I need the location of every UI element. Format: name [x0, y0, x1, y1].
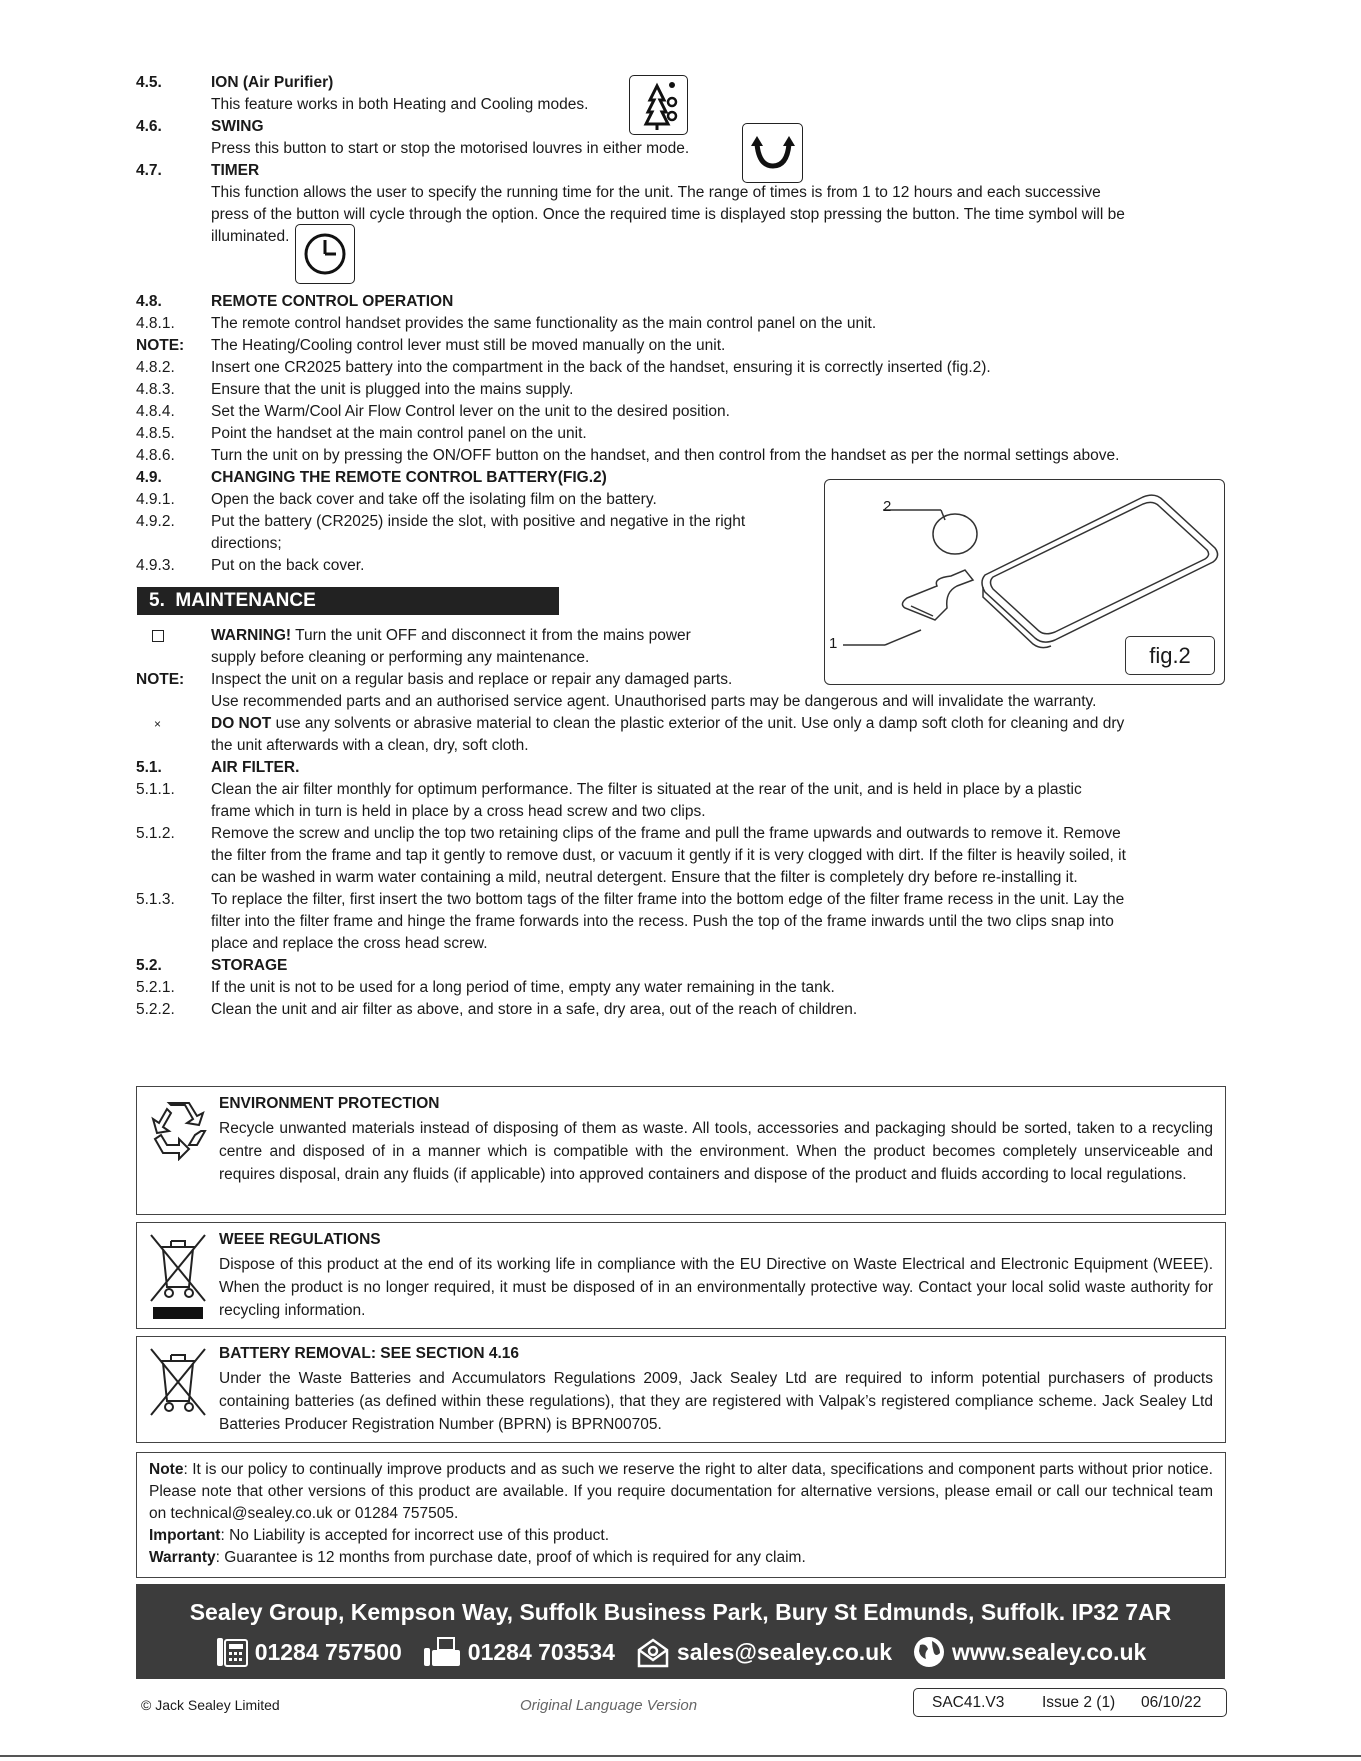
note-text: Use recommended parts and an authorised service agent. Unauthorised parts may be dangerous and will invalidate the warranty.	[211, 693, 1097, 710]
battery-removal-box	[136, 1336, 1226, 1443]
maintenance-heading-text: 5. MAINTENANCE	[149, 590, 316, 611]
page-bottom-rule	[0, 1755, 1361, 1757]
item-text: directions;	[211, 535, 282, 552]
item-text: frame which in turn is held in place by a cross head screw and two clips.	[211, 803, 706, 820]
email-address[interactable]: sales@sealey.co.uk	[676, 1638, 892, 1665]
item-number: 4.9.3.	[136, 557, 175, 574]
note-label: NOTE:	[136, 671, 185, 688]
recycle-icon	[147, 1099, 209, 1161]
language-version: Original Language Version	[520, 1697, 698, 1714]
item-text: can be washed in warm water containing a mild, neutral detergent. Ensure that the filter is completely dry before re-installing it.	[211, 869, 1078, 886]
notes-box	[136, 1452, 1226, 1578]
item-number: 4.9.1.	[136, 491, 175, 508]
important-text: : No Liability is accepted for incorrect use of this product.	[220, 1527, 610, 1544]
environment-text: Recycle unwanted materials instead of disposing of them as waste. All tools, accessories and packaging should be sorted, taken to a recycling centre and disposed of in a manner which is compatible with the environment. When the product becomes completely unserviceable and requires disposal, drain any fluids (if applicable) into approved containers and dispose of the product and fluids according to local regulations.	[219, 1120, 1213, 1183]
item-text: To replace the filter, first insert the two bottom tags of the filter frame into the bottom edge of the filter frame recess in the unit. Lay the	[211, 891, 1125, 908]
timer-clock-icon	[295, 224, 355, 284]
warranty-text: : Guarantee is 12 months from purchase date, proof of which is required for any claim.	[215, 1549, 806, 1566]
document-issue-box	[913, 1688, 1227, 1717]
section-number: 4.5.	[136, 74, 162, 91]
ion-button-icon	[629, 75, 688, 135]
callout-2: 2	[883, 498, 892, 515]
environment-box	[136, 1086, 1226, 1215]
section-number: 4.6.	[136, 118, 162, 135]
ion-text: This feature works in both Heating and Cooling modes.	[211, 96, 589, 113]
warranty-label: Warranty	[149, 1549, 216, 1566]
company-address: Sealey Group, Kempson Way, Suffolk Business Park, Bury St Edmunds, Suffolk. IP32 7AR	[189, 1599, 1172, 1625]
phone-icon	[215, 1636, 249, 1668]
item-number: 5.1.3.	[136, 891, 175, 908]
important-label: Important	[149, 1527, 221, 1544]
item-number: 4.8.5.	[136, 425, 175, 442]
item-number: 4.8.2.	[136, 359, 175, 376]
fax-number: 01284 703534	[467, 1638, 615, 1665]
document-code: SAC41.V3	[932, 1694, 1005, 1711]
item-text: Clean the air filter monthly for optimum performance. The filter is situated at the rear of the unit, and is held in place by a plastic	[211, 781, 1082, 798]
item-number: 4.8.3.	[136, 381, 175, 398]
note-text: : It is our policy to continually improve products and as such we reserve the right to alter data, specifications and component parts without prior notice. Please note that other versions of this product are available. If you require documentation for alternative versions, please email or call our technical team on technical@sealey.co.uk or 01284 757505.	[149, 1461, 1213, 1522]
item-text: Set the Warm/Cool Air Flow Control lever on the unit to the desired position.	[211, 403, 730, 420]
section-number: 4.7.	[136, 162, 162, 179]
item-text: Point the handset at the main control panel on the unit.	[211, 425, 587, 442]
item-text: the filter from the frame and tap it gently to remove dust, or vacuum it gently if it is very clogged with dirt. If the filter is heavily soiled, it	[211, 847, 1126, 864]
item-number: 4.8.6.	[136, 447, 175, 464]
item-text: If the unit is not to be used for a long period of time, empty any water remaining in the tank.	[211, 979, 835, 996]
globe-icon	[912, 1635, 946, 1669]
donot-text: the unit afterwards with a clean, dry, soft cloth.	[211, 737, 529, 754]
item-number: 4.8.1.	[136, 315, 175, 332]
copyright: © Jack Sealey Limited	[141, 1697, 280, 1713]
item-number: 4.8.4.	[136, 403, 175, 420]
email-icon	[635, 1636, 671, 1668]
item-text: The remote control handset provides the same functionality as the main control panel on the unit.	[211, 315, 877, 332]
swing-text: Press this button to start or stop the motorised louvres in either mode.	[211, 140, 690, 157]
item-text: Remove the screw and unclip the top two retaining clips of the frame and pull the frame upwards and outwards to remove it. Remove	[211, 825, 1121, 842]
figure-label: fig.2	[1125, 636, 1215, 675]
weee-title: WEEE REGULATIONS	[219, 1231, 381, 1248]
section-title: SWING	[211, 118, 264, 135]
item-text: Turn the unit on by pressing the ON/OFF button on the handset, and then control from the handset as per the normal settings above.	[211, 447, 1120, 464]
contact-row	[136, 1635, 1225, 1669]
section-title: AIR FILTER.	[211, 759, 300, 776]
important-paragraph	[149, 1525, 1213, 1547]
warning-text: supply before cleaning or performing any maintenance.	[211, 649, 590, 666]
item-text: filter into the filter frame and hinge the frame forwards into the recess. Push the top of the frame inwards until the two clips snap into	[211, 913, 1114, 930]
timer-text: This function allows the user to specify the running time for the unit. The range of times is from 1 to 12 hours and each successive	[211, 184, 1101, 201]
section-title: TIMER	[211, 162, 260, 179]
item-number: 5.2.1.	[136, 979, 175, 996]
item-number: NOTE:	[136, 337, 185, 354]
battery-removal-text: Under the Waste Batteries and Accumulators Regulations 2009, Jack Sealey Ltd are required to inform potential purchasers of products containing batteries (as defined within these regulations), that they are registered with Valpak’s registered compliance scheme. Jack Sealey Ltd Batteries Producer Registration Number (BPRN) is BPRN00705.	[219, 1370, 1213, 1433]
cross-icon: ×	[154, 717, 162, 731]
section-title: STORAGE	[211, 957, 288, 974]
section-number: 4.8.	[136, 293, 162, 310]
item-number: 5.1.2.	[136, 825, 175, 842]
note-text: Inspect the unit on a regular basis and replace or repair any damaged parts.	[211, 671, 733, 688]
item-number: 4.9.2.	[136, 513, 175, 530]
phone-number: 01284 757500	[254, 1638, 402, 1665]
weee-box	[136, 1222, 1226, 1329]
email-contact[interactable]	[635, 1636, 892, 1668]
timer-text: illuminated.	[211, 228, 290, 245]
section-number: 4.9.	[136, 469, 162, 486]
item-text: Put the battery (CR2025) inside the slot, with positive and negative in the right	[211, 513, 746, 530]
document-issue: Issue 2 (1)	[1042, 1694, 1116, 1711]
item-text: Clean the unit and air filter as above, and store in a safe, dry area, out of the reach of children.	[211, 1001, 858, 1018]
figure-remote-battery	[824, 479, 1225, 685]
maintenance-heading	[137, 587, 559, 615]
note-label: Note	[149, 1461, 184, 1478]
item-text: place and replace the cross head screw.	[211, 935, 488, 952]
phone-contact	[215, 1636, 402, 1668]
company-footer	[136, 1584, 1225, 1679]
warranty-paragraph	[149, 1547, 1213, 1569]
battery-removal-title: BATTERY REMOVAL: SEE SECTION 4.16	[219, 1345, 520, 1362]
item-number: 5.2.2.	[136, 1001, 175, 1018]
battery-bin-icon	[147, 1347, 209, 1421]
item-text: The Heating/Cooling control lever must still be moved manually on the unit.	[211, 337, 726, 354]
web-contact[interactable]	[912, 1635, 1146, 1669]
section-title: CHANGING THE REMOTE CONTROL BATTERY(FIG.2)	[211, 469, 607, 486]
warning-label: WARNING!	[211, 627, 292, 644]
item-text: Insert one CR2025 battery into the compartment in the back of the handset, ensuring it is correctly inserted (fig.2).	[211, 359, 991, 376]
note-paragraph	[149, 1459, 1213, 1525]
donot-label: DO NOT	[211, 715, 272, 732]
environment-title: ENVIRONMENT PROTECTION	[219, 1095, 440, 1112]
weee-text: Dispose of this product at the end of its working life in compliance with the EU Directive on Waste Electrical and Electronic Equipment (WEEE). When the product is no longer required, it must be disposed of in an environmentally protective way. Contact your local solid waste authority for recycling information.	[219, 1256, 1213, 1319]
section-title: ION (Air Purifier)	[211, 74, 334, 91]
section-number: 5.1.	[136, 759, 162, 776]
checkbox-icon	[152, 630, 164, 642]
item-text: Put on the back cover.	[211, 557, 365, 574]
timer-text: press of the button will cycle through the option. Once the required time is displayed stop pressing the button. The time symbol will be	[211, 206, 1125, 223]
swing-button-icon	[742, 123, 803, 183]
warning-text: Turn the unit OFF and disconnect it from the mains power	[291, 627, 691, 644]
item-text: Open the back cover and take off the isolating film on the battery.	[211, 491, 657, 508]
section-title: REMOTE CONTROL OPERATION	[211, 293, 454, 310]
callout-1: 1	[829, 635, 838, 652]
item-text: Ensure that the unit is plugged into the mains supply.	[211, 381, 574, 398]
donot-text: use any solvents or abrasive material to clean the plastic exterior of the unit. Use only a damp soft cloth for cleaning and dry	[271, 715, 1125, 732]
document-date: 06/10/22	[1141, 1694, 1202, 1711]
item-number: 5.1.1.	[136, 781, 175, 798]
fax-contact	[422, 1636, 615, 1668]
website-url[interactable]: www.sealey.co.uk	[952, 1638, 1147, 1665]
section-number: 5.2.	[136, 957, 162, 974]
weee-bin-icon	[147, 1231, 209, 1321]
fax-icon	[422, 1636, 462, 1668]
